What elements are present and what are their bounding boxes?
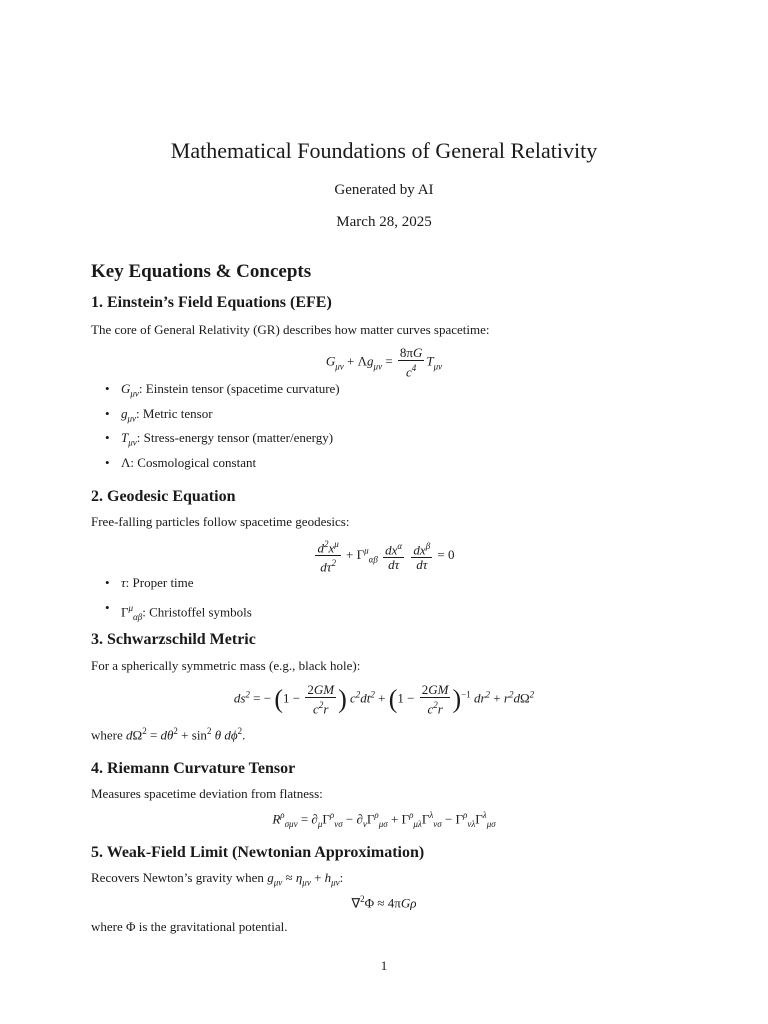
schwarzschild-intro: For a spherically symmetric mass (e.g., black hole):: [91, 658, 361, 673]
poisson-equation: ∇$^2$Φ ≈ 4πGρ: [351, 894, 417, 911]
geodesic-bullet-list: [105, 574, 252, 623]
weak-field-where: where Φ is the gravitational potential.: [91, 919, 288, 934]
schwarzschild-where: where $d\Omega^2 = d\theta^2 + \sin^2 \theta$ $d\phi^2$.: [91, 726, 246, 743]
geodesic-equation: $\frac{d^2x^\mu}{d\tau^2}$ + $\Gamma^\mu_{\alpha\beta}$ $\frac{dx^\alpha}{d\tau}$ $\frac{dx^\beta}{d\tau}$ = 0: [317, 539, 455, 575]
subsection-efe-heading: 1. Einstein’s Field Equations (EFE): [91, 294, 332, 311]
subsection-geodesic-heading: 2. Geodesic Equation: [91, 488, 236, 505]
list-item: • $T_{\mu\nu}$: Stress-energy tensor (matter/energy): [105, 429, 340, 454]
list-item: • τ: Proper time: [105, 574, 252, 599]
efe-intro: The core of General Relativity (GR) describes how matter curves spacetime:: [91, 322, 490, 337]
efe-bullet-list: [105, 380, 340, 478]
riemann-tensor-equation: $R^\rho_{\sigma\mu\nu} = \partial_\mu\Gamma^\rho_{\nu\sigma} - \partial_\nu\Gamma^\rho_{\mu\sigma} + \Gamma^\rho_{\mu\lambda}\Gamma^\lambda_{\nu\sigma} - \Gamma^\rho_{\nu\lambda}\Gamma^\lambda_{\mu\sigma}$: [272, 810, 496, 829]
weak-field-intro: Recovers Newton’s gravity when $g_{\mu\nu} \approx \eta_{\mu\nu} + h_{\mu\nu}$:: [91, 870, 344, 888]
date-line: March 28, 2025: [336, 214, 432, 230]
list-item: • $g_{\mu\nu}$: Metric tensor: [105, 405, 340, 430]
list-item: • $\Gamma^\mu_{\alpha\beta}$: Christoffel symbols: [105, 599, 252, 624]
author-line: Generated by AI: [334, 182, 434, 198]
riemann-intro: Measures spacetime deviation from flatness:: [91, 786, 323, 801]
list-item: • $G_{\mu\nu}$: Einstein tensor (spacetime curvature): [105, 380, 340, 405]
section-heading: Key Equations & Concepts: [91, 261, 312, 282]
schwarzschild-metric-equation: $ds^2$ = − (1 − $\frac{2GM}{c^2r}$ ) $c^2dt^2 + (1$ − $\frac{2GM}{c^2r}$ )$^{-1}$ $dr^2 + r^2d\Omega^2$: [233, 682, 535, 717]
page-number: 1: [380, 958, 388, 973]
einstein-field-equation: $G_{\mu\nu} + \Lambda g_{\mu\nu}$ = $\frac{8\pi G}{c^4}$ $T_{\mu\nu}$: [325, 345, 443, 380]
list-item: • Λ: Cosmological constant: [105, 454, 340, 479]
subsection-weak-field-heading: 5. Weak-Field Limit (Newtonian Approximation): [91, 844, 425, 861]
geodesic-intro: Free-falling particles follow spacetime geodesics:: [91, 514, 350, 529]
subsection-schwarzschild-heading: 3. Schwarzschild Metric: [91, 631, 256, 648]
subsection-riemann-heading: 4. Riemann Curvature Tensor: [91, 760, 296, 777]
page-title: Mathematical Foundations of General Relativity: [170, 138, 598, 163]
